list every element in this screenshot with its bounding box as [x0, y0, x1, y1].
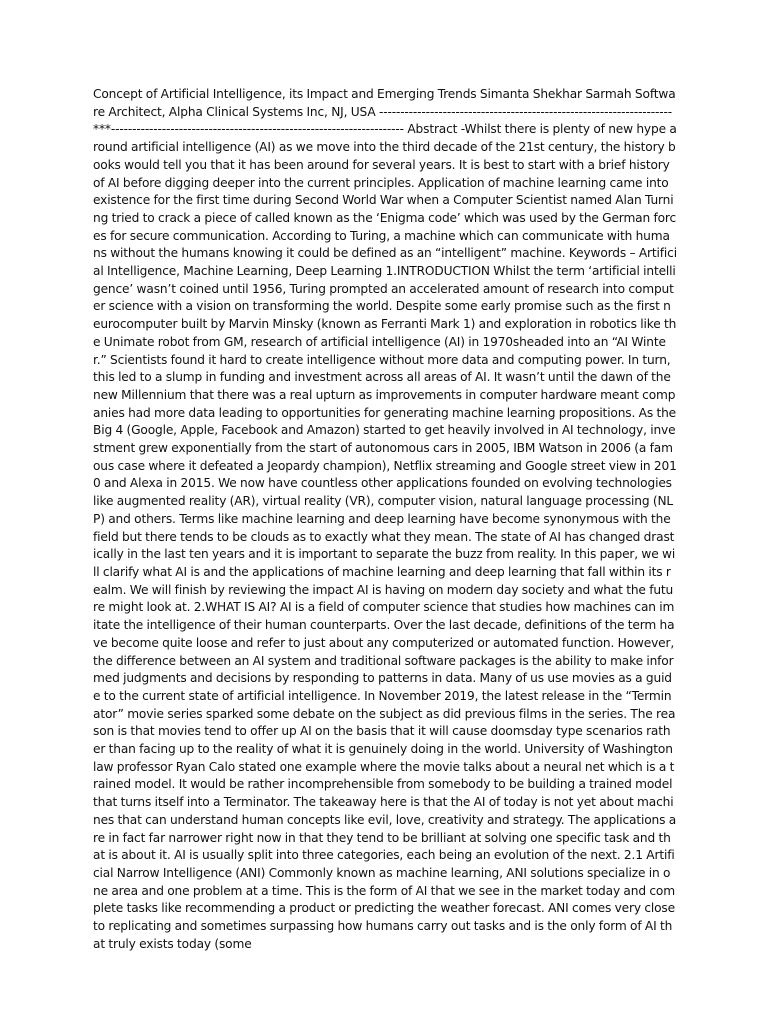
document-body-text: Concept of Artificial Intelligence, its Impact and Emerging Trends Simanta Shekhar Sarmah Software Architect, Alpha Clinical Systems Inc, NJ, USA ---------------------------------------------------------------------***--------------------------------------------------------------------- Abstract -Whilst there is plenty of new hype around artificial intelligence (AI) as we move into the third decade of the 21st century, the history books would tell you that it has been around for several years. It is best to start with a brief history of AI before digging deeper into the current principles. Application of machine learning came into existence for the first time during Second World War when a Computer Scientist named Alan Turning tried to crack a piece of called known as the ‘Enigma code’ which was used by the German forces for secure communication. According to Turing, a machine which can communicate with humans without the humans knowing it could be defined as an “intelligent” machine. Keywords – Artificial Intelligence, Machine Learning, Deep Learning 1.INTRODUCTION Whilst the term ‘artificial intelligence’ wasn’t coined until 1956, Turing prompted an accelerated amount of research into computer science with a vision on transforming the world. Despite some early promise such as the first neurocomputer built by Marvin Minsky (known as Ferranti Mark 1) and exploration in robotics like the Unimate robot from GM, research of artificial intelligence (AI) in 1970sheaded into an “AI Winter.” Scientists found it hard to create intelligence without more data and computing power. In turn, this led to a slump in funding and investment across all areas of AI. It wasn’t until the dawn of the new Millennium that there was a real upturn as improvements in computer hardware meant companies had more data leading to opportunities for generating machine learning propositions. As the Big 4 (Google, Apple, Facebook and Amazon) started to get heavily involved in AI technology, investment grew exponentially from the start of autonomous cars in 2005, IBM Watson in 2006 (a famous case where it defeated a Jeopardy champion), Netflix streaming and Google street view in 2010 and Alexa in 2015. We now have countless other applications founded on evolving technologies like augmented reality (AR), virtual reality (VR), computer vision, natural language processing (NLP) and others. Terms like machine learning and deep learning have become synonymous with the field but there tends to be clouds as to exactly what they mean. The state of AI has changed drastically in the last ten years and it is important to separate the buzz from reality. In this paper, we will clarify what AI is and the applications of machine learning and deep learning that fall within its realm. We will finish by reviewing the impact AI is having on modern day society and what the future might look at. 2.WHAT IS AI? AI is a field of computer science that studies how machines can imitate the intelligence of their human counterparts. Over the last decade, definitions of the term have become quite loose and refer to just about any computerized or automated function. However, the difference between an AI system and traditional software packages is the ability to make informed judgments and decisions by responding to patterns in data. Many of us use movies as a guide to the current state of artificial intelligence. In November 2019, the latest release in the “Terminator” movie series sparked some debate on the subject as did previous films in the series. The reason is that movies tend to offer up AI on the basis that it will cause doomsday type scenarios rather than facing up to the reality of what it is genuinely doing in the world. University of Washington law professor Ryan Calo stated one example where the movie talks about a neural net which is a trained model. It would be rather incomprehensible from somebody to be building a trained model that turns itself into a Terminator. The takeaway here is that the AI of today is not yet about machines that can understand human concepts like evil, love, creativity and strategy. The applications are in fact far narrower right now in that they tend to be brilliant at solving one specific task and that is about it. AI is usually split into three categories, each being an evolution of the next. 2.1 Artificial Narrow Intelligence (ANI) Commonly known as machine learning, ANI solutions specialize in one area and one problem at a time. This is the form of AI that we see in the market today and complete tasks like recommending a product or predicting the weather forecast. ANI comes very close to replicating and sometimes surpassing how humans carry out tasks and is the only form of AI that truly exists today (some [93, 87, 677, 951]
